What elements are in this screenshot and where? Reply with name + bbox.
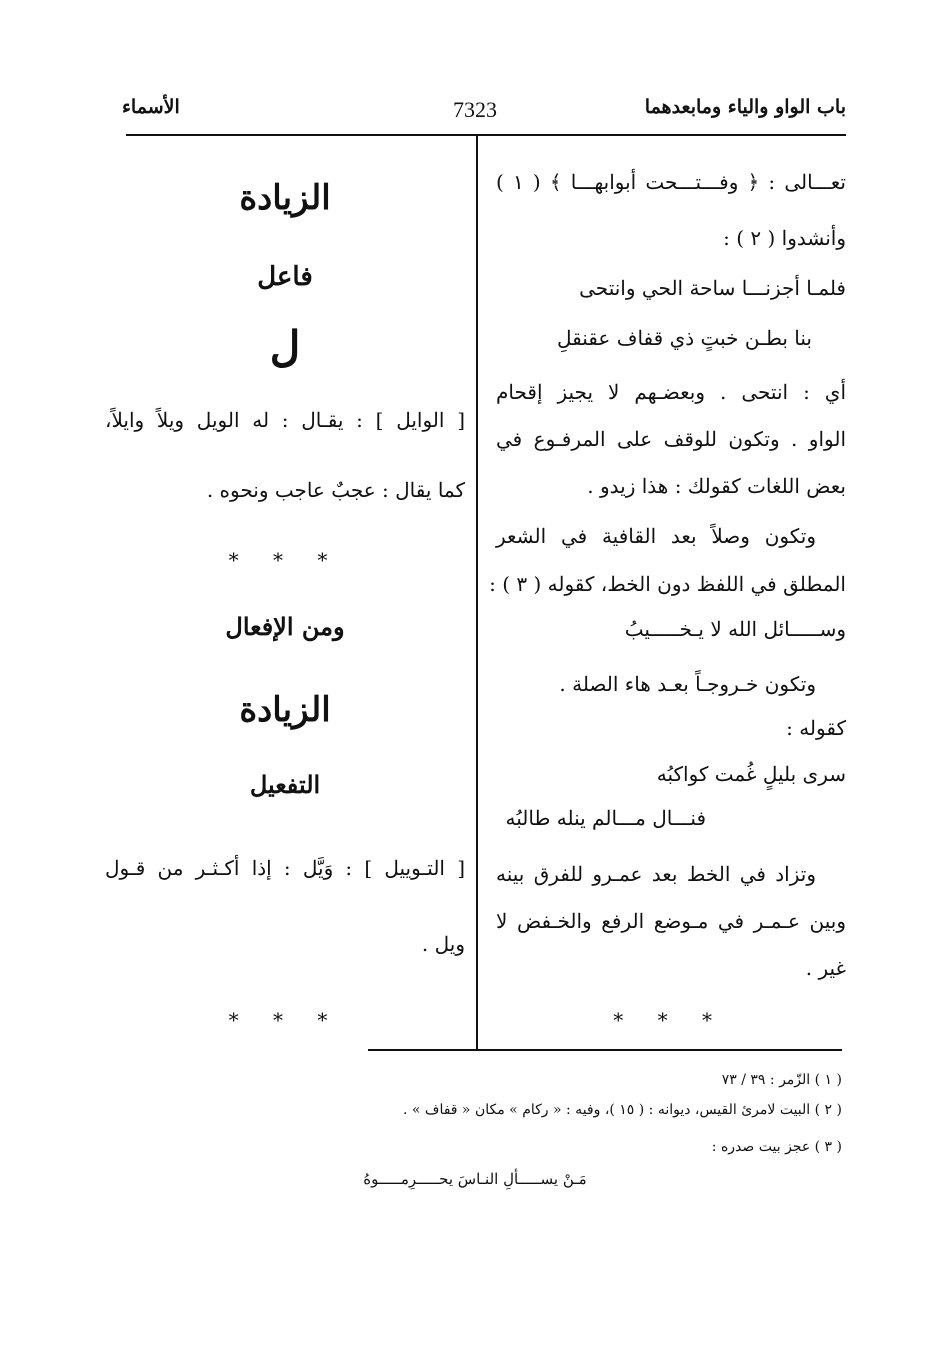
verse-line: بنا بطـن خبتٍ ذي قفاف عقنقلِ xyxy=(557,326,812,350)
verse-line: فلمـا أجزنـــا ساحة الحي وانتحى xyxy=(579,276,846,300)
heading-ziyada: الزيادة xyxy=(239,178,331,218)
footnote-1: ( ١ ) الزّمر : ٣٩ / ٧٣ xyxy=(721,1072,842,1088)
subheading-faail: فاعل xyxy=(257,262,313,292)
text-line: بعض اللغات كقولك : هذا زيدو . xyxy=(587,474,846,498)
entry-line: [ الوايل ] : يقـال : له الويل ويلاً وايلاً، xyxy=(105,408,465,432)
entry-line: [ التـوييل ] : وَيَّل : إذا أكـثـر من قـول xyxy=(105,856,465,880)
text-line: وتكون وصلاً بعد القافية في الشعر xyxy=(496,524,816,548)
letter-heading: ل xyxy=(269,322,301,371)
text-line: كقوله : xyxy=(786,716,846,740)
verse-line: سرى بليلٍ غُمت كواكبُه xyxy=(656,762,846,786)
text-line: المطلق في اللفظ دون الخط، كقوله ( ٣ ) : xyxy=(489,572,846,596)
entry-line: ويل . xyxy=(421,932,465,956)
subheading-tafeel: التفعيل xyxy=(249,770,321,799)
section-separator: * * * xyxy=(613,1008,726,1032)
section-separator: * * * xyxy=(228,548,342,572)
text-line: غير . xyxy=(805,956,846,980)
right-column xyxy=(489,0,846,1050)
footnote-3: ( ٣ ) عجز بيت صدره : xyxy=(711,1139,842,1155)
heading-ziyada-2: الزيادة xyxy=(239,690,331,730)
heading-min-al-ifaal: ومن الإفعال xyxy=(225,612,345,641)
text-line: الواو . وتكون للوقف على المرفـوع في xyxy=(496,427,846,451)
entry-line: كما يقال : عجبٌ عاجب ونحوه . xyxy=(206,478,465,502)
column-divider xyxy=(476,135,478,1049)
text-line: وتكون خـروجـاً بعـد هاء الصلة . xyxy=(559,672,816,696)
text-line: أي : انتحى . وبعضـهم لا يجيز إقحام xyxy=(496,380,846,404)
footnote-verse: مَـنْ يســـــألِ النـاسَ يحـــــرِمـــــوهُ xyxy=(363,1170,587,1188)
footnote-rule xyxy=(368,1049,842,1051)
page-number: 7323 xyxy=(453,97,497,122)
left-column xyxy=(105,0,465,1050)
chapter-title: باب الواو والياء ومابعدهما xyxy=(644,96,846,118)
text-line: وبين عـمـر في مـوضع الرفع والخـفض لا xyxy=(496,909,846,933)
text-line: وأنشدوا ( ٢ ) : xyxy=(723,226,846,250)
text-line: وتزاد في الخط بعد عمـرو للفرق بينه xyxy=(496,862,816,886)
section-separator: * * * xyxy=(228,1008,342,1032)
footnote-2: ( ٢ ) البيت لامرئ القيس، ديوانه : ( ١٥ )، وفيه : « ركام » مكان « قفاف » . xyxy=(403,1102,842,1118)
section-title: الأسماء xyxy=(122,96,180,118)
text-line: تعـــالى : ﴿ وفـــتـــحت أبوابهـــا ﴾ ( ١ ) xyxy=(496,170,846,194)
verse-line: وســـــائل الله لا يـخـــــيبُ xyxy=(624,617,846,641)
verse-line: فنـــال مـــالم ينله طالبُه xyxy=(505,806,706,830)
